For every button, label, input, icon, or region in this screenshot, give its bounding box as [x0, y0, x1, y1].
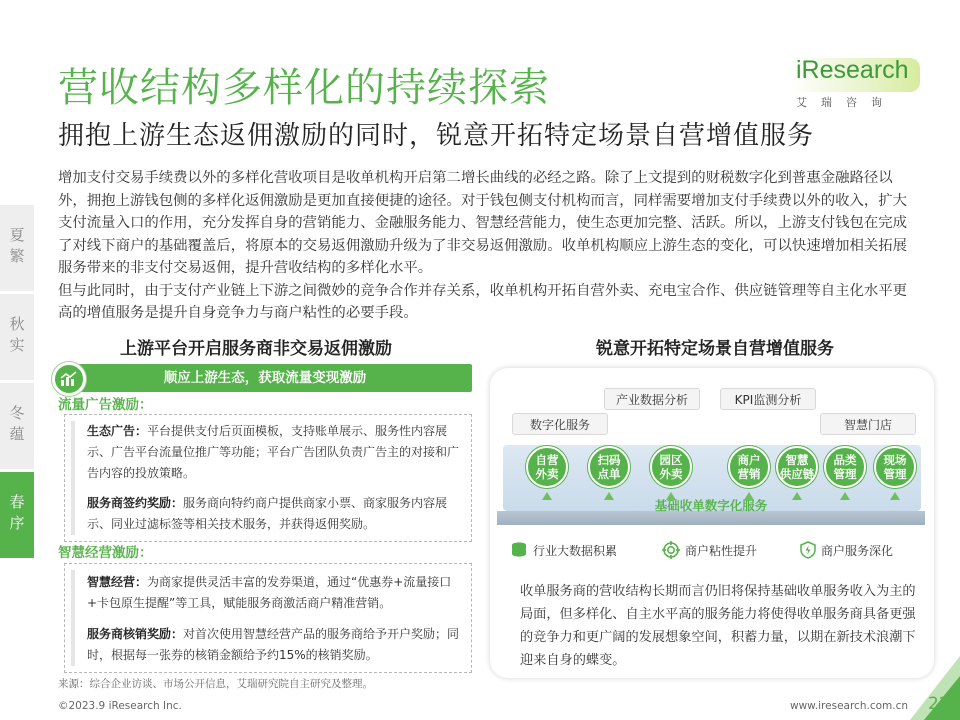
logo-chinese: 艾瑞咨询 — [796, 96, 896, 109]
service-bubble: 扫码 点单 — [588, 446, 630, 488]
item-title: 生态广告： — [87, 424, 148, 438]
side-tab-winter[interactable] — [0, 383, 34, 469]
target-icon — [662, 541, 680, 559]
side-tab-label: 春序 — [7, 494, 26, 536]
item-title: 智慧经营： — [87, 575, 148, 589]
smart-ops-label: 智慧经营激励： — [58, 545, 153, 561]
box-accent — [71, 421, 75, 535]
service-bubble: 商户 营销 — [728, 446, 770, 488]
feature-label: 商户服务深化 — [821, 543, 894, 558]
iresearch-logo — [790, 50, 920, 140]
side-tab-autumn[interactable] — [0, 294, 34, 380]
traffic-ad-label: 流量广告激励： — [58, 397, 153, 413]
right-summary: 收单服务商的营收结构长期而言仍旧将保持基础收单服务收入为主的局面，但多样化、自主水平高的服务能力将使得收单服务商具备更强的竞争力和更广阔的发展想象空间，积蓄力量，以期在新技术浪潮下迎来自身的蝶变。 — [520, 584, 916, 668]
website-link[interactable]: www.iresearch.com.cn — [790, 700, 909, 712]
service-bubble: 智慧 供应链 — [776, 446, 818, 488]
feature-stickiness — [662, 541, 757, 559]
service-bubble: 园区 外卖 — [650, 446, 692, 488]
side-tab-label: 秋实 — [7, 316, 26, 358]
chart-growth-icon — [52, 362, 86, 396]
intro-paragraph-2: 但与此同时，由于支付产业链上下游之间微妙的竞争合作并存关系，收单机构开拓自营外卖、充电宝合作、供应链管理等自主化水平更高的增值服务是提升自身竞争力与商户粘性的必要手段。 — [58, 282, 908, 321]
up-arrow-icon — [840, 492, 850, 500]
side-tab-spring[interactable] — [0, 472, 34, 558]
item-text: 为商家提供灵活丰富的发券渠道，通过“优惠券+流量接口+卡包原生提醒”等工具，赋能服务商激活商户精准营销。 — [87, 575, 452, 610]
item-text: 对首次使用智慧经营产品的服务商给予开户奖励；同时，根据每一张券的核销金额给予约15%的核销奖励。 — [87, 627, 460, 662]
left-heading: 上游平台开启服务商非交易返佣激励 — [120, 339, 392, 359]
side-navigation — [0, 205, 34, 561]
intro-paragraph-1: 增加支付交易手续费以外的多样化营收项目是收单机构开启第二增长曲线的必经之路。除了上文提到的财税数字化到普惠金融路径以外，拥抱上游钱包侧的多样化返佣激励是更加直接便捷的途径。对于钱包侧支付机构而言，同样需要增加支付手续费以外的收入，扩大支付流量入口的作用，充分发挥自身的营销能力、金融服务能力、智慧经营能力，使生态更加完整、活跃。所以，上游支付钱包在完成了对线下商户的基础覆盖后，将原本的交易返佣激励升级为了非交易返佣激励。收单机构顺应上游生态的变化，可以快速增加相关拓展服务带来的非支付交易返佣，提升营收结构的多样化水平。 — [58, 170, 908, 276]
side-tab-summer[interactable] — [0, 205, 34, 291]
logo-brand: iResearch — [796, 56, 909, 84]
source-note: 来源：综合企业访谈、市场公开信息，艾瑞研究院自主研究及整理。 — [58, 678, 373, 690]
up-arrow-icon — [890, 492, 900, 500]
feature-label: 商户粘性提升 — [685, 543, 758, 558]
item-text: 平台提供支付后页面模板，支持账单展示、服务性内容展示、广告平台流量位推广等功能；平台广告团队负责广告主的对接和广告内容的投放策略。 — [87, 424, 460, 480]
traffic-ad-item-1 — [87, 421, 463, 484]
platform-label: 基础收单数字化服务 — [654, 498, 768, 513]
side-tab-label: 冬蕴 — [7, 405, 26, 447]
right-heading: 锐意开拓特定场景自营增值服务 — [596, 339, 834, 359]
shield-icon — [800, 541, 816, 559]
page-title: 营收结构多样化的持续探索 — [58, 65, 550, 111]
intro-paragraph — [58, 167, 910, 325]
service-bubble: 现场 管理 — [874, 446, 916, 488]
left-banner-label: 顺应上游生态，获取流量变现激励 — [163, 370, 367, 386]
smart-ops-box — [64, 563, 472, 673]
copyright: ©2023.9 iResearch Inc. — [58, 700, 182, 712]
tag-kpi: KPI监测分析 — [720, 388, 816, 410]
feature-big-data — [510, 541, 617, 559]
page-number: 22 — [928, 694, 950, 714]
smart-ops-item-1 — [87, 572, 463, 614]
up-arrow-icon — [542, 492, 552, 500]
up-arrow-icon — [666, 492, 676, 500]
item-title: 服务商签约奖励： — [87, 496, 184, 510]
page-subtitle: 拥抱上游生态返佣激励的同时，锐意开拓特定场景自营增值服务 — [58, 121, 815, 151]
database-icon — [510, 541, 528, 559]
item-title: 服务商核销奖励： — [87, 627, 184, 641]
box-accent — [71, 570, 75, 666]
feature-deepen — [800, 541, 893, 559]
side-tab-label: 夏繁 — [7, 227, 26, 269]
up-arrow-icon — [744, 492, 754, 500]
up-arrow-icon — [792, 492, 802, 500]
tag-digital-services: 数字化服务 — [512, 413, 608, 435]
service-bubble: 自营 外卖 — [526, 446, 568, 488]
up-arrow-icon — [604, 492, 614, 500]
left-banner — [58, 364, 472, 392]
traffic-ad-box — [64, 414, 472, 542]
tag-industry-data: 产业数据分析 — [604, 388, 700, 410]
service-bubble: 品类 管理 — [824, 446, 866, 488]
item-text: 服务商向特约商户提供商家小票、商家服务内容展示、同业过滤标签等相关技术服务，并获得返佣奖励。 — [87, 496, 448, 531]
tag-smart-store: 智慧门店 — [820, 413, 916, 435]
feature-label: 行业大数据积累 — [533, 543, 618, 558]
smart-ops-item-2 — [87, 624, 463, 666]
traffic-ad-item-2 — [87, 493, 463, 535]
